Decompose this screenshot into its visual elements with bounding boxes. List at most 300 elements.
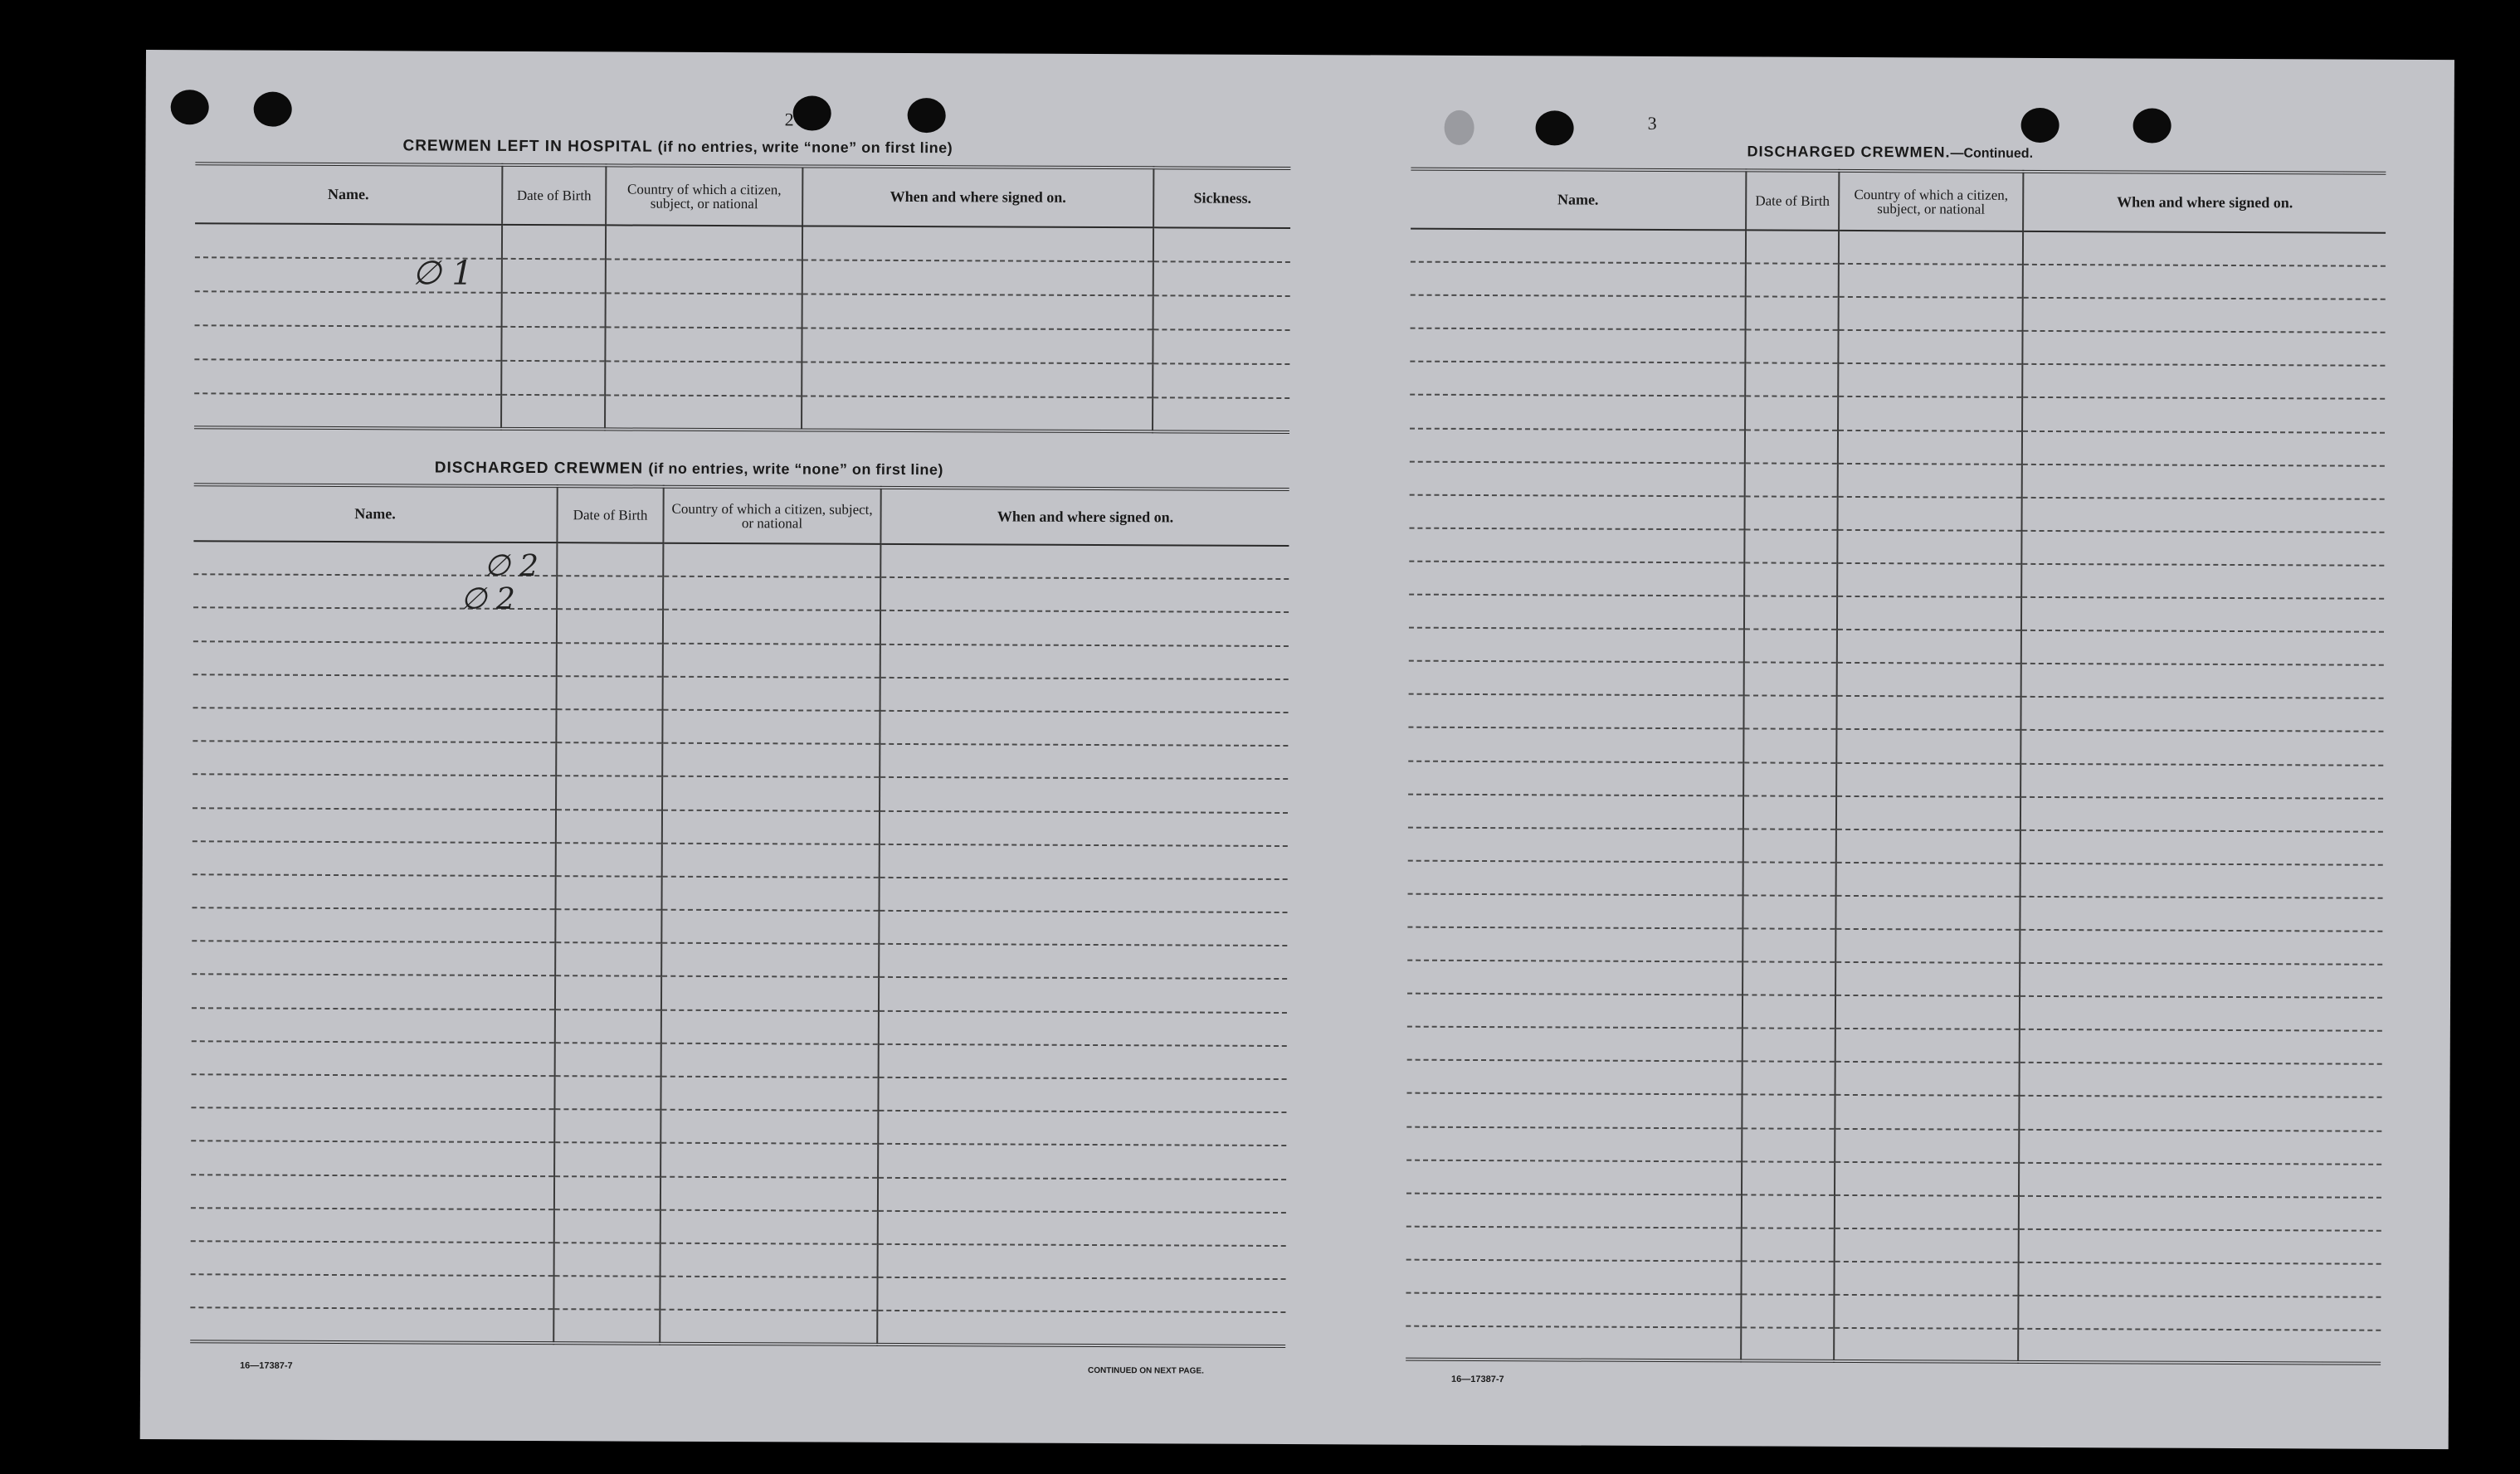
table-row: [1407, 994, 2382, 1031]
table-cell: [660, 1143, 878, 1177]
table-cell: [2021, 664, 2384, 698]
table-row: [1409, 661, 2384, 698]
table-cell: [1744, 596, 1837, 630]
table-cell: [606, 259, 802, 294]
table-row: [193, 808, 1288, 846]
discharged-continued-title-text: DISCHARGED CREWMEN.: [1747, 143, 1951, 161]
table-cell: [2021, 630, 2384, 665]
table-cell: [1836, 863, 2020, 897]
table-cell: [660, 1209, 878, 1243]
table-cell: [193, 674, 557, 709]
table-row: [193, 775, 1288, 813]
col-country-header: Country of which a citizen, subject, or national: [663, 487, 880, 544]
table-cell: [1744, 663, 1837, 697]
table-cell: [877, 1311, 1285, 1345]
table-cell: [660, 1243, 878, 1277]
table-cell: [1743, 762, 1836, 796]
table-cell: [557, 676, 663, 710]
col-sickness-header: Sickness.: [1153, 168, 1290, 228]
table-cell: [1408, 727, 1743, 762]
table-cell: [1835, 962, 2020, 996]
table-cell: [1743, 928, 1835, 962]
table-cell: [1744, 496, 1837, 530]
table-cell: [1835, 995, 2020, 1029]
table-cell: [1835, 1029, 2020, 1063]
table-cell: [1406, 1326, 1741, 1361]
table-cell: [1836, 829, 2020, 863]
punch-hole: [2133, 108, 2171, 143]
table-row: [1411, 262, 2386, 299]
continued-suffix: —Continued.: [1950, 146, 2034, 161]
table-cell: [2020, 763, 2383, 798]
table-cell: [1409, 628, 1744, 663]
table-cell: [1407, 994, 1743, 1029]
table-cell: [1745, 463, 1838, 497]
table-cell: [2018, 1262, 2381, 1297]
table-cell: [879, 944, 1287, 979]
table-cell: [192, 907, 555, 942]
table-cell: [1743, 961, 1835, 995]
table-cell: [880, 844, 1288, 879]
table-cell: [555, 1043, 661, 1077]
table-cell: [2023, 298, 2386, 333]
table-cell: [660, 1110, 878, 1144]
table-cell: [191, 1175, 554, 1209]
table-cell: [1409, 661, 1744, 696]
table-cell: [1408, 761, 1743, 795]
table-cell: [554, 1109, 660, 1143]
table-cell: [2020, 1029, 2382, 1064]
table-cell: [2020, 1063, 2382, 1097]
table-cell: [2023, 231, 2386, 266]
table-row: [194, 359, 1289, 398]
table-cell: [1835, 929, 2020, 963]
table-row: [1408, 727, 2383, 765]
table-cell: [1745, 430, 1838, 464]
table-cell: [802, 362, 1153, 397]
table-cell: [1406, 1193, 1742, 1228]
table-cell: [1746, 264, 1839, 298]
table-cell: [2019, 1162, 2381, 1197]
table-cell: [191, 1141, 554, 1176]
table-cell: [2018, 1329, 2381, 1364]
table-cell: [1743, 995, 1835, 1029]
table-row: [1409, 528, 2384, 565]
table-cell: [1835, 896, 2020, 930]
punch-hole: [1445, 110, 1474, 145]
hospital-title-text: CREWMEN LEFT IN HOSPITAL: [402, 137, 653, 156]
table-row: [1407, 961, 2382, 998]
table-row: [1406, 1160, 2381, 1197]
table-cell: [878, 1078, 1286, 1112]
table-cell: [1744, 630, 1837, 664]
table-cell: [606, 225, 802, 260]
table-cell: [1839, 297, 2023, 331]
table-cell: [1746, 230, 1839, 264]
table-cell: [555, 976, 661, 1010]
table-cell: [193, 708, 556, 742]
table-cell: [663, 643, 880, 677]
table-cell: [557, 542, 663, 576]
table-cell: [1743, 1029, 1835, 1063]
table-cell: [2023, 265, 2386, 299]
table-cell: [1743, 862, 1836, 896]
table-cell: [1835, 1062, 2020, 1096]
table-cell: [661, 1009, 879, 1043]
table-cell: [1153, 397, 1289, 432]
table-cell: [880, 810, 1288, 845]
table-cell: [2020, 863, 2383, 898]
table-cell: [2021, 564, 2384, 599]
table-cell: [195, 223, 502, 259]
table-cell: [661, 877, 879, 911]
table-cell: [662, 776, 880, 810]
table-cell: [1745, 396, 1838, 431]
punch-hole: [2021, 108, 2059, 143]
table-cell: [192, 874, 555, 909]
col-country-header: Country of which a citizen, subject, or national: [606, 165, 802, 226]
col-dob-header: Date of Birth: [557, 486, 663, 543]
table-row: [1410, 328, 2385, 366]
table-cell: [1408, 694, 1743, 729]
table-cell: [556, 709, 662, 743]
table-cell: [556, 843, 662, 877]
table-row: [191, 1241, 1286, 1279]
table-cell: [1406, 1126, 1742, 1161]
table-cell: [1410, 362, 1745, 396]
handwritten-mark: ∅ 1: [412, 254, 473, 293]
col-signed-on-header: When and where signed on.: [880, 488, 1289, 546]
table-cell: [557, 610, 663, 644]
table-cell: [878, 1111, 1286, 1146]
table-cell: [2019, 1229, 2381, 1264]
table-cell: [555, 942, 661, 976]
table-row: [1406, 1193, 2381, 1230]
table-row: [195, 257, 1290, 296]
table-cell: [661, 1043, 879, 1078]
table-cell: [555, 1009, 661, 1043]
hospital-subtitle-text: (if no entries, write “none” on first line): [657, 138, 953, 157]
table-row: [1406, 1293, 2381, 1330]
col-name-header: Name.: [195, 163, 502, 225]
table-cell: [555, 876, 661, 910]
table-cell: [1838, 396, 2022, 431]
table-row: [192, 941, 1287, 980]
document-sheet: [140, 50, 2454, 1449]
table-cell: [193, 841, 556, 876]
table-cell: [880, 744, 1288, 779]
table-cell: [193, 641, 557, 676]
table-cell: [1407, 1060, 1743, 1095]
table-cell: [660, 1310, 877, 1344]
discharged-title-text: DISCHARGED CREWMEN: [434, 459, 644, 478]
table-cell: [660, 1176, 878, 1210]
table-row: [194, 325, 1289, 364]
discharged-subtitle-text: (if no entries, write “none” on first line): [648, 460, 943, 479]
table-cell: [880, 577, 1289, 612]
table-cell: [879, 977, 1287, 1012]
table-row: [1408, 827, 2383, 864]
table-cell: [1743, 795, 1836, 829]
table-row: [193, 841, 1288, 879]
table-cell: [1839, 231, 2023, 265]
table-cell: [191, 1208, 554, 1243]
table-row: [1411, 295, 2386, 333]
table-row: [193, 608, 1289, 646]
table-cell: [1745, 330, 1838, 364]
table-cell: [1837, 563, 2021, 597]
table-cell: [191, 1074, 554, 1109]
table-cell: [193, 808, 556, 843]
table-cell: [2020, 730, 2383, 765]
table-cell: [195, 291, 502, 327]
hospital-section-title: [402, 137, 953, 158]
table-row: [1406, 1260, 2381, 1297]
punch-hole: [171, 90, 209, 124]
col-country-header: Country of which a citizen, subject, or national: [1839, 171, 2023, 231]
table-row: [192, 1008, 1287, 1046]
table-cell: [557, 576, 663, 610]
table-cell: [1411, 262, 1746, 297]
table-cell: [190, 1308, 553, 1343]
table-cell: [2020, 930, 2382, 965]
table-row: [191, 1175, 1286, 1213]
table-cell: [1741, 1294, 1834, 1328]
table-row: [193, 708, 1288, 746]
table-row: [192, 874, 1287, 912]
table-row: [1406, 1326, 2381, 1364]
table-cell: [663, 576, 880, 611]
hospital-table: [194, 162, 1290, 434]
col-signed-on-header: When and where signed on.: [2023, 172, 2386, 233]
table-cell: [663, 543, 880, 577]
table-cell: [1836, 795, 2020, 829]
table-row: [193, 574, 1289, 612]
punch-hole: [254, 92, 292, 127]
handwritten-mark: ∅ 2: [484, 548, 539, 584]
table-cell: [660, 1077, 878, 1111]
table-row: [1408, 860, 2383, 898]
table-cell: [878, 1244, 1286, 1279]
table-row: [1409, 562, 2384, 599]
table-cell: [1153, 329, 1289, 364]
punch-hole: [793, 95, 831, 130]
table-row: [193, 641, 1289, 679]
table-cell: [1836, 729, 2020, 763]
table-cell: [1743, 1062, 1835, 1096]
table-cell: [2021, 498, 2384, 533]
table-cell: [1409, 562, 1744, 596]
table-row: [192, 975, 1287, 1013]
table-cell: [879, 911, 1287, 946]
table-cell: [556, 776, 662, 810]
table-row: [195, 291, 1290, 330]
table-row: [1410, 362, 2385, 399]
table-cell: [553, 1309, 660, 1343]
table-cell: [1836, 696, 2020, 730]
discharged-section-title: [435, 460, 943, 480]
table-cell: [1406, 1093, 1742, 1128]
table-cell: [1407, 1027, 1743, 1062]
table-cell: [1153, 295, 1290, 330]
table-cell: [1153, 261, 1290, 296]
table-row: [1407, 1060, 2382, 1097]
table-cell: [1837, 630, 2021, 664]
table-cell: [1746, 297, 1839, 331]
table-cell: [877, 1277, 1285, 1312]
table-row: [1410, 461, 2385, 499]
table-cell: [1835, 1228, 2019, 1262]
page-number: 2: [784, 109, 794, 130]
table-cell: [879, 1044, 1287, 1079]
table-row: [1409, 595, 2384, 632]
table-cell: [192, 941, 555, 976]
col-name-header: Name.: [1411, 169, 1746, 231]
table-cell: [501, 395, 605, 430]
table-cell: [1839, 264, 2023, 298]
table-cell: [1836, 762, 2020, 796]
col-name-header: Name.: [193, 484, 557, 542]
table-cell: [1742, 1095, 1835, 1129]
table-cell: [1835, 1195, 2019, 1229]
table-cell: [193, 741, 556, 776]
table-cell: [2022, 465, 2385, 499]
table-cell: [191, 1107, 554, 1142]
table-cell: [1744, 529, 1837, 563]
left-page: [190, 50, 1474, 1445]
table-cell: [194, 359, 501, 395]
table-cell: [802, 294, 1153, 329]
table-cell: [1742, 1161, 1835, 1195]
table-row: [1406, 1093, 2381, 1131]
table-row: [1406, 1126, 2381, 1164]
table-cell: [1743, 895, 1835, 929]
table-row: [193, 541, 1289, 579]
table-cell: [1406, 1293, 1741, 1328]
table-cell: [802, 226, 1153, 261]
table-cell: [661, 943, 879, 977]
col-dob-header: Date of Birth: [502, 165, 606, 226]
table-cell: [1838, 464, 2022, 498]
table-cell: [1410, 461, 1745, 496]
table-cell: [878, 1211, 1286, 1246]
table-row: [1411, 229, 2386, 266]
table-cell: [1837, 596, 2021, 630]
table-cell: [554, 1209, 660, 1243]
table-row: [191, 1074, 1286, 1112]
table-cell: [2020, 897, 2382, 932]
form-number: 16—17387-7: [240, 1360, 293, 1371]
table-row: [190, 1274, 1285, 1312]
table-cell: [190, 1274, 553, 1309]
table-cell: [192, 1008, 555, 1043]
table-row: [1409, 494, 2384, 532]
table-cell: [880, 711, 1288, 746]
table-cell: [192, 1041, 555, 1076]
table-cell: [1407, 927, 1743, 962]
table-cell: [2020, 996, 2382, 1031]
table-cell: [1744, 562, 1837, 596]
table-cell: [2022, 397, 2385, 432]
table-cell: [802, 260, 1153, 295]
table-cell: [501, 327, 605, 362]
table-cell: [556, 810, 662, 844]
table-cell: [1408, 794, 1743, 829]
table-cell: [662, 743, 880, 777]
discharged-table: [190, 483, 1289, 1347]
table-row: [1410, 395, 2385, 432]
table-cell: [192, 975, 555, 1009]
right-page: [1406, 56, 2391, 1449]
table-cell: [554, 1143, 660, 1177]
table-cell: [2019, 1096, 2381, 1131]
table-cell: [1406, 1160, 1742, 1194]
table-cell: [879, 878, 1287, 912]
table-row: [193, 741, 1288, 779]
table-cell: [2020, 963, 2382, 998]
table-cell: [2020, 796, 2383, 831]
table-cell: [606, 293, 802, 328]
table-cell: [1838, 430, 2022, 464]
table-cell: [2021, 531, 2384, 566]
table-cell: [1837, 530, 2021, 564]
table-row: [191, 1141, 1286, 1180]
handwritten-mark: ∅ 2: [461, 581, 515, 616]
table-cell: [880, 611, 1289, 645]
continued-note: CONTINUED ON NEXT PAGE.: [1088, 1365, 1204, 1376]
table-cell: [554, 1076, 660, 1110]
table-cell: [555, 909, 661, 943]
table-cell: [2020, 697, 2383, 732]
table-cell: [1411, 295, 1746, 330]
punch-hole: [908, 98, 946, 133]
table-cell: [662, 843, 880, 877]
table-cell: [1741, 1261, 1834, 1295]
table-cell: [880, 644, 1289, 679]
table-cell: [2019, 1129, 2381, 1164]
table-cell: [878, 1177, 1286, 1212]
table-cell: [661, 976, 879, 1010]
table-cell: [1834, 1328, 2018, 1362]
table-row: [192, 907, 1287, 946]
table-cell: [1407, 894, 1743, 929]
table-cell: [2021, 597, 2384, 632]
table-cell: [1408, 860, 1743, 895]
table-cell: [661, 910, 879, 944]
table-cell: [880, 678, 1289, 713]
table-row: [192, 1041, 1287, 1079]
table-cell: [1410, 328, 1745, 363]
table-cell: [2022, 331, 2385, 366]
table-cell: [663, 610, 880, 644]
table-row: [1407, 1027, 2382, 1064]
table-row: [1409, 628, 2384, 665]
table-cell: [1838, 363, 2022, 397]
table-cell: [605, 327, 802, 362]
table-cell: [1743, 696, 1836, 730]
table-row: [191, 1208, 1286, 1246]
table-cell: [2020, 830, 2383, 865]
table-cell: [663, 676, 880, 710]
table-cell: [1409, 595, 1744, 630]
table-cell: [502, 225, 606, 260]
table-cell: [1835, 1095, 2019, 1129]
col-dob-header: Date of Birth: [1746, 170, 1839, 230]
table-cell: [1742, 1194, 1835, 1228]
table-row: [195, 223, 1290, 262]
table-cell: [1835, 1162, 2019, 1196]
table-cell: [1153, 227, 1290, 262]
